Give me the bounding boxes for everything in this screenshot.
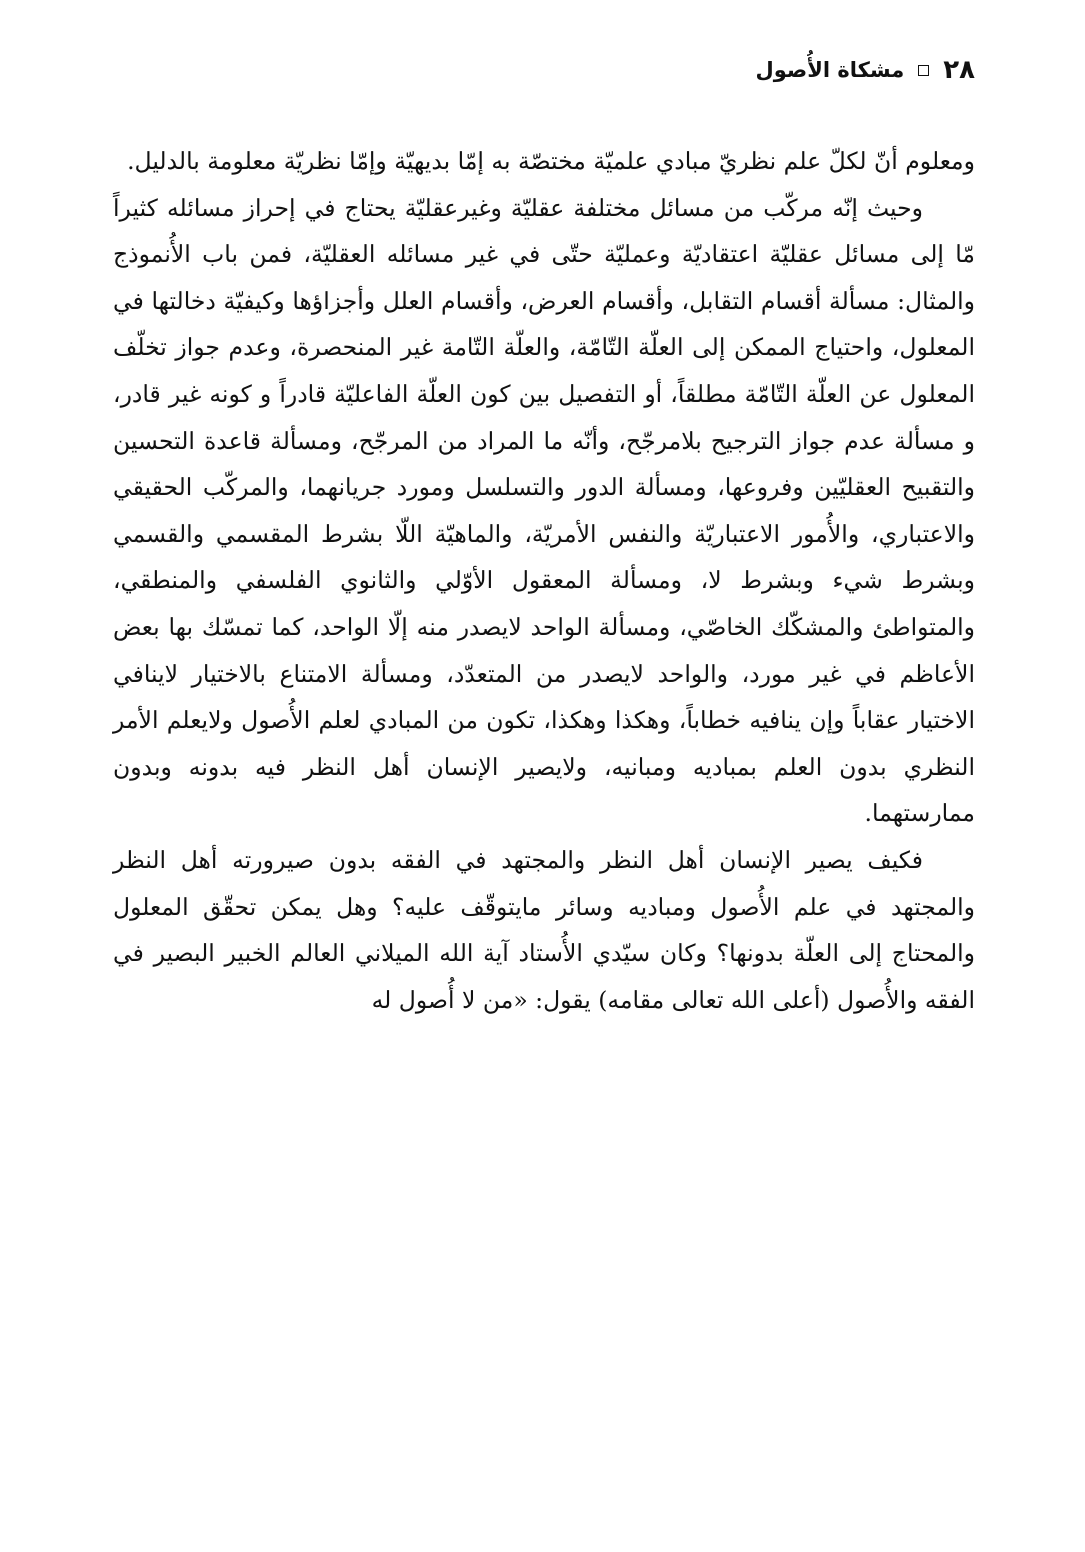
running-header <box>756 52 975 88</box>
body-text <box>113 138 975 1023</box>
paragraph-2: وحيث إنّه مركّب من مسائل مختلفة عقليّة وغيرعقليّة يحتاج في إحراز مسائله كثيراً مّا إلى مسائل عقليّة اعتقاديّة وعمليّة حتّى في غير مسائله العقليّة، فمن باب الأُنموذج والمثال: مسألة أقسام التقابل، وأقسام العرض، وأقسام العلل وأجزاؤها وكيفيّة دخالتها في المعلول، واحتياج الممكن إلى العلّة التّامّة، والعلّة التّامة غير المنحصرة، وعدم جواز تخلّف المعلول عن العلّة التّامّة مطلقاً، أو التفصيل بين كون العلّة الفاعليّة قادراً و كونه غير قادر، و مسألة عدم جواز الترجيح بلامرجّح، وأنّه ما المراد من المرجّح، ومسألة قاعدة التحسين والتقبيح العقليّين وفروعها، ومسألة الدور والتسلسل ومورد جريانهما، والمركّب الحقيقي والاعتباري، والأُمور الاعتباريّة والنفس الأمريّة، والماهيّة اللّا بشرط المقسمي والقسمي وبشرط شيء وبشرط لا، ومسألة المعقول الأوّلي والثانوي الفلسفي والمنطقي، والمتواطئ والمشكّك الخاصّي، ومسألة الواحد لايصدر منه إلّا الواحد، كما تمسّك بها بعض الأعاظم في غير مورد، والواحد لايصدر من المتعدّد، ومسألة الامتناع بالاختيار لاينافي الاختيار عقاباً وإن ينافيه خطاباً، وهكذا وهكذا، تكون من المبادي لعلم الأُصول ولايعلم الأمر النظري بدون العلم بمباديه ومبانيه، ولايصير الإنسان أهل النظر فيه بدونه وبدون ممارستهما. <box>113 193 975 828</box>
page-number: ٢٨ <box>943 55 975 85</box>
book-page <box>113 0 975 1552</box>
paragraph-3: فكيف يصير الإنسان أهل النظر والمجتهد في الفقه بدون صيرورته أهل النظر والمجتهد في علم الأُصول ومباديه وسائر مايتوقّف عليه؟ وهل يمكن تحقّق المعلول والمحتاج إلى العلّة بدونها؟ وكان سيّدي الأُستاد آية الله الميلاني العالم الخبير البصير في الفقه والأُصول (أعلى الله تعالى مقامه) يقول: «من لا أُصول له <box>113 845 975 1014</box>
square-ornament-icon <box>918 65 929 76</box>
book-title: مشكاة الأُصول <box>755 58 905 82</box>
paragraph-1: ومعلوم أنّ لكلّ علم نظريّ مبادي علميّة مختصّة به إمّا بديهيّة وإمّا نظريّة معلومة بالدليل. <box>127 147 975 175</box>
